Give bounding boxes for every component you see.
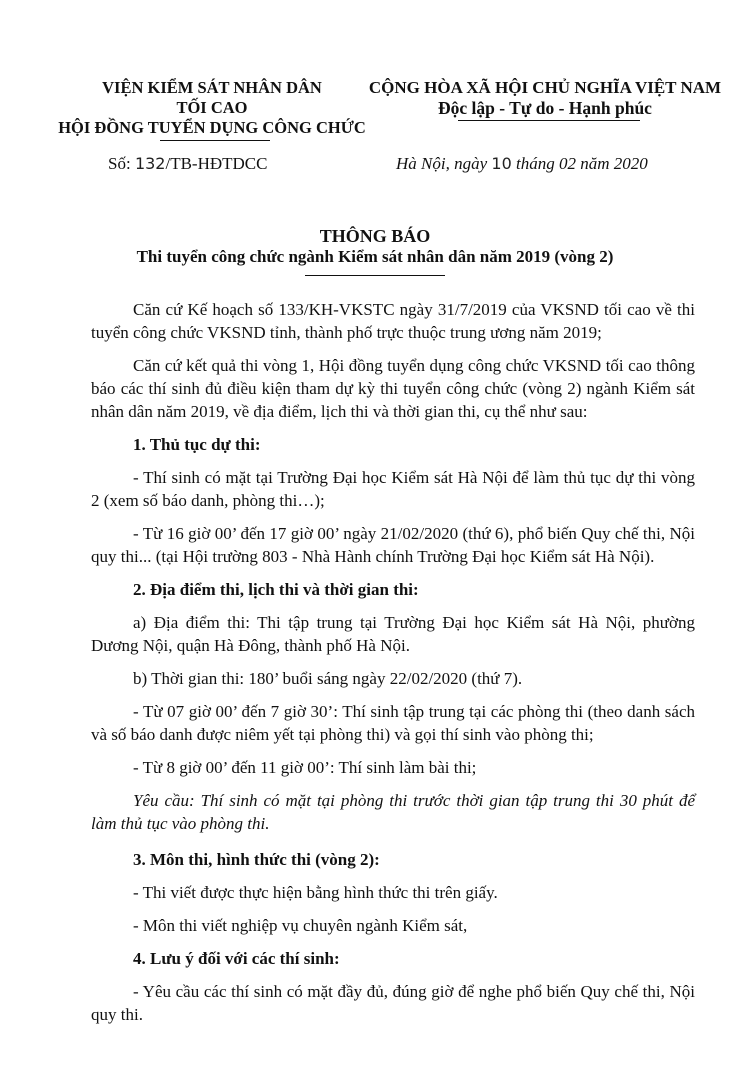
- national-motto: Độc lập - Tự do - Hạnh phúc: [438, 98, 652, 118]
- section-2-time: b) Thời gian thi: 180’ buổi sáng ngày 22/02/2020 (thứ 7).: [133, 669, 523, 688]
- document-body: [91, 298, 695, 1026]
- agency-line-1: VIỆN KIỂM SÁT NHÂN DÂN: [102, 78, 322, 97]
- section-3-format: - Thi viết được thực hiện bằng hình thức thi trên giấy.: [133, 883, 498, 902]
- section-2-location: a) Địa điểm thi: Thi tập trung tại Trường Đại học Kiểm sát Hà Nội, phường Dương Nội, quận Hà Đông, thành phố Hà Nội.: [91, 613, 695, 655]
- section-heading-2: 2. Địa điểm thi, lịch thi và thời gian thi:: [133, 580, 419, 599]
- section-heading-4: 4. Lưu ý đối với các thí sinh:: [133, 949, 340, 968]
- section-4-note: - Yêu cầu các thí sinh có mặt đầy đủ, đúng giờ để nghe phổ biến Quy chế thi, Nội quy thi.: [91, 982, 695, 1024]
- section-heading-3: 3. Môn thi, hình thức thi (vòng 2):: [133, 850, 380, 869]
- agency-line-3: HỘI ĐỒNG TUYỂN DỤNG CÔNG CHỨC: [58, 118, 366, 137]
- handwritten-day: 10: [491, 154, 512, 173]
- section-3-subject: - Môn thi viết nghiệp vụ chuyên ngành Kiểm sát,: [133, 916, 468, 935]
- document-date: [396, 154, 648, 174]
- handwritten-number: 132: [134, 154, 166, 173]
- issuing-agency: [52, 78, 372, 138]
- number-suffix: /TB-HĐTDCC: [165, 154, 268, 173]
- section-1-item-b: - Từ 16 giờ 00’ đến 17 giờ 00’ ngày 21/02/2020 (thứ 6), phổ biến Quy chế thi, Nội quy thi... (tại Hội trường 803 - Nhà Hành chính Trường Đại học Kiểm sát Hà Nội).: [91, 524, 695, 566]
- agency-underline: [160, 140, 270, 141]
- document-number: [108, 154, 267, 174]
- paragraph-basis-plan: Căn cứ Kế hoạch số 133/KH-VKSTC ngày 31/7/2019 của VKSND tối cao về thi tuyển công chức VKSND tỉnh, thành phố trực thuộc trung ương năm 2019;: [91, 300, 695, 342]
- number-prefix: Số:: [108, 154, 131, 173]
- document-title: THÔNG BÁO: [319, 226, 431, 246]
- section-heading-1: 1. Thủ tục dự thi:: [133, 435, 261, 454]
- paragraph-basis-results: Căn cứ kết quả thi vòng 1, Hội đồng tuyển dụng công chức VKSND tối cao thông báo các thí sinh đủ điều kiện tham dự kỳ thi tuyển công chức (vòng 2) ngành Kiểm sát nhân dân năm 2019, về địa điểm, lịch thi và thời gian thi, cụ thể như sau:: [91, 356, 695, 421]
- date-suffix: tháng 02 năm 2020: [516, 154, 648, 173]
- title-underline: [305, 275, 445, 276]
- section-1-item-a: - Thí sinh có mặt tại Trường Đại học Kiểm sát Hà Nội để làm thủ tục dự thi vòng 2 (xem số báo danh, phòng thi…);: [91, 468, 695, 510]
- date-prefix: Hà Nội, ngày: [396, 154, 488, 173]
- section-2-gathering: - Từ 07 giờ 00’ đến 7 giờ 30’: Thí sinh tập trung tại các phòng thi (theo danh sách và số báo danh được niêm yết tại phòng thi) và gọi thí sinh vào phòng thi;: [91, 702, 695, 744]
- agency-line-2: TỐI CAO: [176, 98, 248, 117]
- nation-name: CỘNG HÒA XÃ HỘI CHỦ NGHĨA VIỆT NAM: [368, 78, 722, 97]
- section-2-requirement: Yêu cầu: Thí sinh có mặt tại phòng thi trước thời gian tập trung thi 30 phút để làm thủ tục vào phòng thi.: [91, 791, 695, 833]
- document-subtitle: Thi tuyển công chức ngành Kiểm sát nhân dân năm 2019 (vòng 2): [136, 247, 614, 266]
- motto-underline: [458, 120, 640, 121]
- national-heading: [360, 78, 730, 118]
- section-2-exam-period: - Từ 8 giờ 00’ đến 11 giờ 00’: Thí sinh làm bài thi;: [133, 758, 477, 777]
